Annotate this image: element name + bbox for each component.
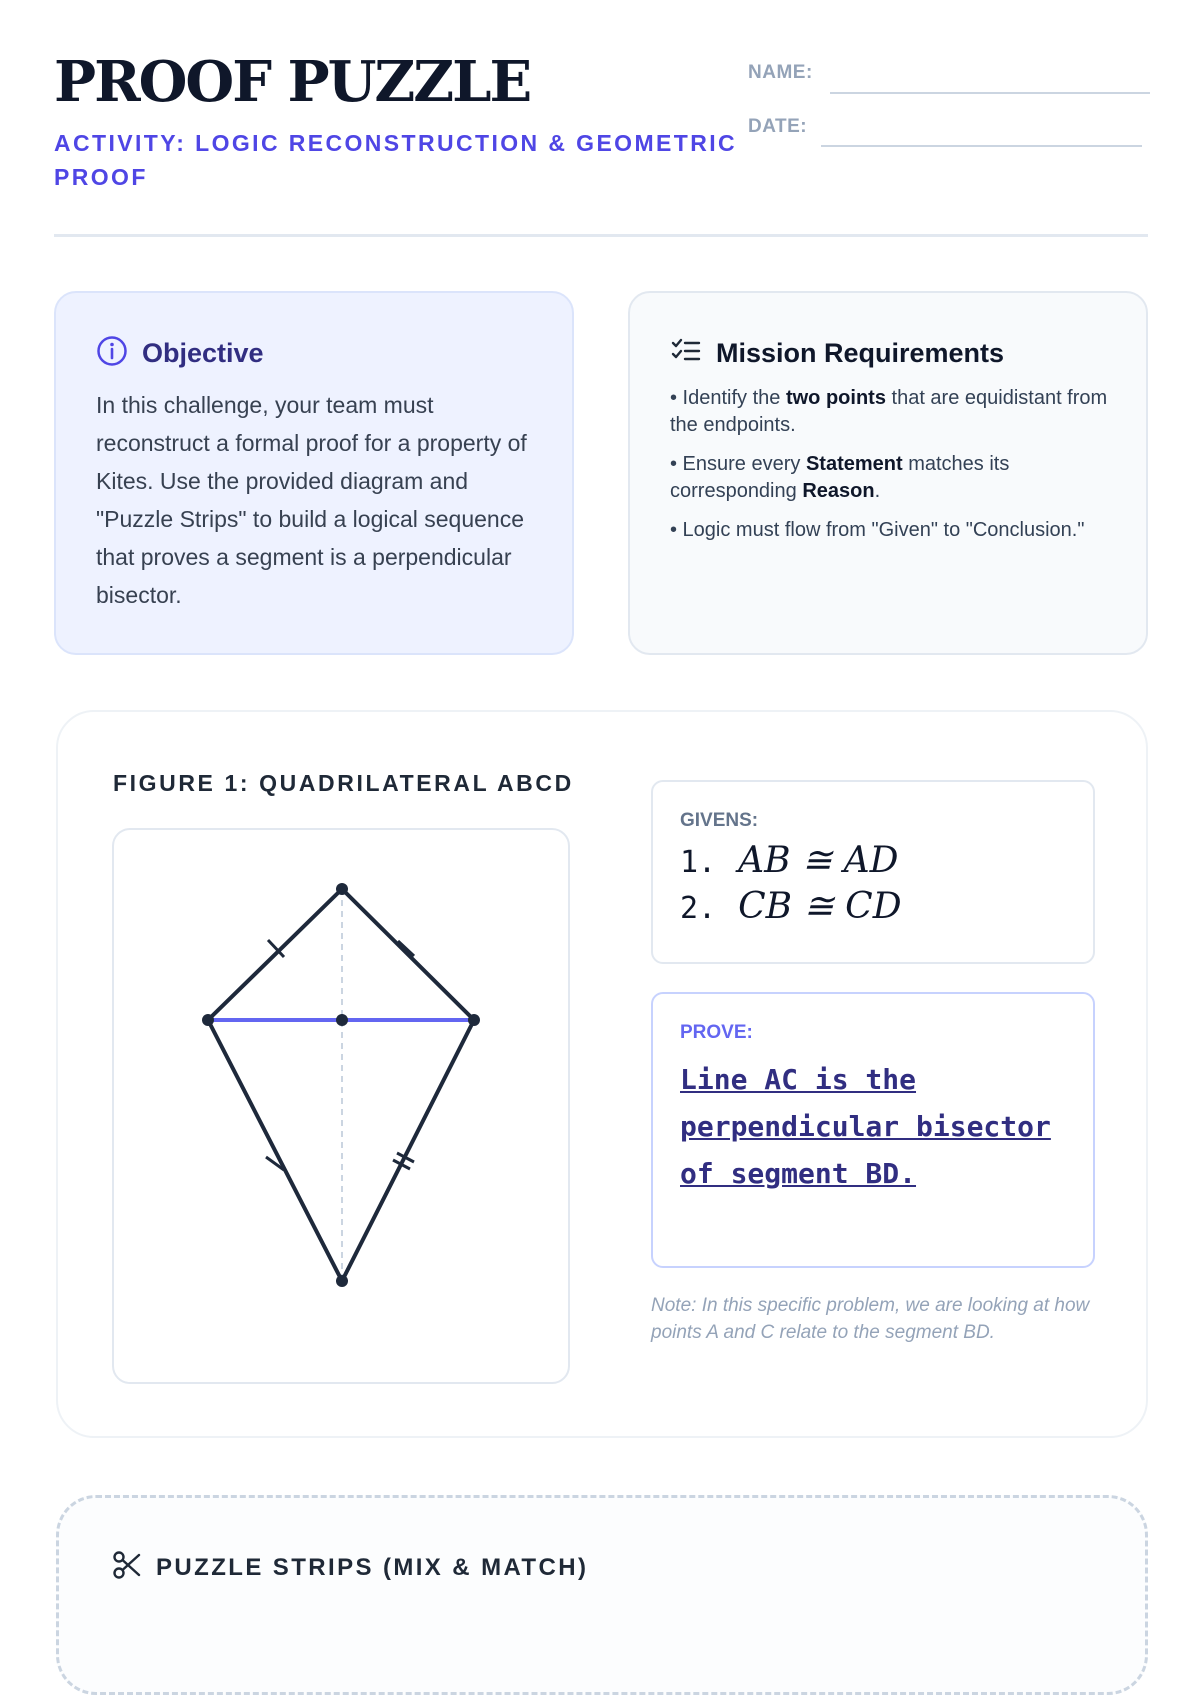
requirement-item: • Logic must flow from "Given" to "Conclusion." bbox=[670, 519, 1085, 541]
activity-subtitle: ACTIVITY: LOGIC RECONSTRUCTION & GEOMETRIC PROOF bbox=[54, 130, 738, 190]
puzzle-strips-section bbox=[56, 1495, 1148, 1695]
prove-statement: Line AC is the perpendicular bisector of segment BD. bbox=[680, 1063, 1051, 1190]
requirements-list bbox=[670, 385, 1120, 556]
figure-caption: FIGURE 1: QUADRILATERAL ABCD bbox=[113, 770, 574, 796]
vertex-b bbox=[202, 1014, 214, 1026]
name-field[interactable] bbox=[830, 92, 1150, 94]
objective-text: In this challenge, your team must reconstruct a formal proof for a property of Kites. Use the provided diagram and "Puzzle Strips" to build a logical sequence that proves a segment is a perpendicular bisector. bbox=[96, 392, 527, 608]
vertex-d bbox=[468, 1014, 480, 1026]
side-cd bbox=[342, 1020, 474, 1281]
name-label: NAME: bbox=[748, 62, 813, 83]
prove-box bbox=[651, 992, 1095, 1268]
puzzle-strips-title: PUZZLE STRIPS (MIX & MATCH) bbox=[156, 1553, 589, 1581]
kite-diagram-svg bbox=[114, 830, 568, 1382]
given-item: 2. CB ≅ CD bbox=[680, 886, 902, 927]
mission-header bbox=[670, 335, 1004, 372]
date-label: DATE: bbox=[748, 116, 808, 137]
date-field[interactable] bbox=[821, 145, 1142, 147]
givens-box bbox=[651, 780, 1095, 964]
vertex-a bbox=[336, 883, 348, 895]
side-ab bbox=[208, 889, 342, 1020]
intersection-point bbox=[336, 1014, 348, 1026]
prove-label: PROVE: bbox=[680, 1022, 753, 1043]
side-cb bbox=[208, 1020, 342, 1281]
side-ad bbox=[342, 889, 474, 1020]
requirement-item: • Identify the two points that are equidistant from the endpoints. bbox=[670, 387, 1108, 436]
figure-note: Note: In this specific problem, we are looking at how points A and C relate to the segment BD. bbox=[651, 1295, 1090, 1343]
objective-header bbox=[96, 335, 264, 372]
mission-title: Mission Requirements bbox=[716, 338, 1005, 368]
header-divider bbox=[54, 234, 1148, 237]
objective-title: Objective bbox=[142, 338, 264, 368]
puzzle-strips-header bbox=[112, 1550, 588, 1585]
info-icon bbox=[96, 335, 142, 372]
kite-diagram bbox=[112, 828, 570, 1384]
scissors-icon bbox=[112, 1550, 156, 1585]
figure-section bbox=[56, 710, 1148, 1438]
given-item: 1. AB ≅ AD bbox=[680, 840, 899, 881]
vertex-c bbox=[336, 1275, 348, 1287]
mission-card bbox=[628, 291, 1148, 655]
page-title: PROOF PUZZLE bbox=[54, 49, 531, 115]
givens-label: GIVENS: bbox=[680, 810, 759, 831]
checklist-icon bbox=[670, 335, 716, 372]
objective-card bbox=[54, 291, 574, 655]
requirement-item: • Ensure every Statement matches its corresponding Reason. bbox=[670, 453, 1010, 502]
